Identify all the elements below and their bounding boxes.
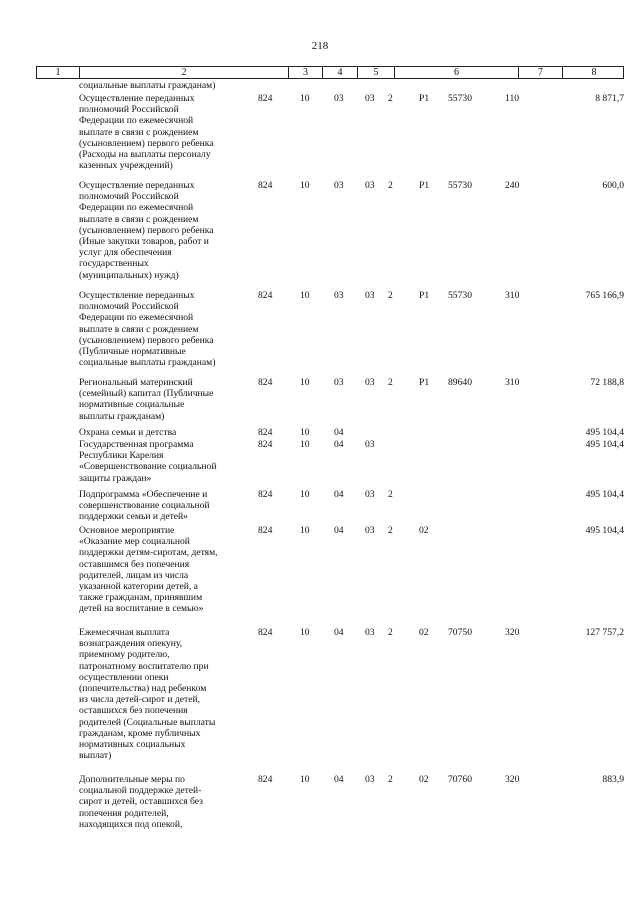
header-col-5: 5	[358, 67, 395, 78]
table-left-border	[36, 66, 37, 79]
col-3-value: 824	[258, 427, 273, 438]
col-4-value: 10	[300, 489, 310, 500]
col-7-value: 310	[505, 377, 520, 388]
col-5-value: 04	[334, 489, 344, 500]
col-3-value: 824	[258, 377, 273, 388]
col-6b-value: 2	[388, 774, 393, 785]
row-description: Дополнительные меры по социальной поддержке детей- сирот и детей, оставшихся без попечения родителей, находящихся под опекой,	[79, 774, 203, 830]
col-4-value: 10	[300, 525, 310, 536]
header-col-8: 8	[591, 67, 597, 78]
page-number: 218	[311, 40, 329, 52]
col-7-value: 320	[505, 774, 520, 785]
row-description: Ежемесячная выплата вознаграждения опекуну, приемному родителю, патронатному воспитателю при осуществлении опеки (попечительства) над ребенком из числа детей-сирот и детей, оставшихся без попечения родителей (Социальные выплаты гражданам, кроме публичных нормативных социальных выплат)	[79, 627, 216, 762]
row-description: Подпрограмма «Обеспечение и совершенствование социальной поддержки семьи и детей»	[79, 489, 210, 523]
col-3-value: 824	[258, 774, 273, 785]
col-7-value: 110	[505, 93, 520, 104]
amount-value: 495 104,4	[585, 439, 624, 450]
col-4-value: 10	[300, 180, 310, 191]
col-5-value: 03	[334, 290, 344, 301]
col-6d-value: 89640	[448, 377, 472, 388]
col-7-value: 240	[505, 180, 520, 191]
amount-value: 883,9	[602, 774, 624, 785]
col-7-value: 320	[505, 627, 520, 638]
col-3-value: 824	[258, 439, 273, 450]
row-description: Государственная программа Республики Карелия «Совершенствование социальной защиты граждан»	[79, 439, 217, 484]
col-6c-value: 02	[419, 525, 429, 536]
row-description: социальные выплаты гражданам)	[79, 80, 216, 91]
col-6a-value: 03	[365, 93, 375, 104]
col-6b-value: 2	[388, 627, 393, 638]
col-4-value: 10	[300, 427, 310, 438]
col-6b-value: 2	[388, 290, 393, 301]
col-6d-value: 70760	[448, 774, 472, 785]
col-6c-value: 02	[419, 627, 429, 638]
row-description: Региональный материнский (семейный) капитал (Публичные нормативные социальные выплаты гражданам)	[79, 377, 214, 422]
col-6c-value: Р1	[419, 180, 430, 191]
col-5-value: 04	[334, 774, 344, 785]
row-description: Осуществление переданных полномочий Российской Федерации по ежемесячной выплате в связи с рождением (усыновлением) первого ребенка (Расходы на выплаты персоналу казенных учреждений)	[79, 93, 214, 172]
col-4-value: 10	[300, 93, 310, 104]
amount-value: 72 188,8	[590, 377, 624, 388]
col-4-value: 10	[300, 377, 310, 388]
header-col-2: 2	[80, 67, 289, 78]
col-6d-value: 55730	[448, 180, 472, 191]
col-6c-value: Р1	[419, 290, 430, 301]
amount-value: 600,0	[602, 180, 624, 191]
amount-value: 495 104,4	[585, 427, 624, 438]
col-5-value: 04	[334, 627, 344, 638]
col-6a-value: 03	[365, 290, 375, 301]
col-6b-value: 2	[388, 525, 393, 536]
amount-value: 765 166,9	[585, 290, 624, 301]
col-6d-value: 55730	[448, 93, 472, 104]
col-4-value: 10	[300, 290, 310, 301]
col-3-value: 824	[258, 525, 273, 536]
col-5-value: 03	[334, 180, 344, 191]
col-6b-value: 2	[388, 377, 393, 388]
col-4-value: 10	[300, 774, 310, 785]
col-6c-value: Р1	[419, 93, 430, 104]
col-6a-value: 03	[365, 377, 375, 388]
col-3-value: 824	[258, 93, 273, 104]
header-col-4: 4	[323, 67, 358, 78]
col-5-value: 03	[334, 377, 344, 388]
col-6a-value: 03	[365, 439, 375, 450]
col-5-value: 04	[334, 525, 344, 536]
row-description: Осуществление переданных полномочий Российской Федерации по ежемесячной выплате в связи с рождением (усыновлением) первого ребенка (Публичные нормативные социальные выплаты гражданам)	[79, 290, 216, 369]
col-6b-value: 2	[388, 489, 393, 500]
col-3-value: 824	[258, 627, 273, 638]
col-4-value: 10	[300, 439, 310, 450]
amount-value: 127 757,2	[585, 627, 624, 638]
col-6a-value: 03	[365, 774, 375, 785]
row-description: Осуществление переданных полномочий Российской Федерации по ежемесячной выплате в связи с рождением (усыновлением) первого ребенка (Иные закупки товаров, работ и услуг для обеспечения государственных (муниципальных) нужд)	[79, 180, 214, 281]
col-3-value: 824	[258, 180, 273, 191]
col-6a-value: 03	[365, 180, 375, 191]
col-5-value: 04	[334, 439, 344, 450]
col-5-value: 04	[334, 427, 344, 438]
header-col-1: 1	[37, 67, 80, 78]
col-6b-value: 2	[388, 93, 393, 104]
row-description: Основное мероприятие «Оказание мер социальной поддержки детям-сиротам, детям, оставшимся без попечения родителей, лицам из числа указанной категории детей, а также гражданам, принявшим детей на воспитание в семью»	[79, 525, 218, 615]
col-6c-value: 02	[419, 774, 429, 785]
col-6c-value: Р1	[419, 377, 430, 388]
table-header	[36, 66, 624, 79]
col-3-value: 824	[258, 489, 273, 500]
col-5-value: 03	[334, 93, 344, 104]
col-6a-value: 03	[365, 627, 375, 638]
col-6a-value: 03	[365, 525, 375, 536]
amount-value: 495 104,4	[585, 489, 624, 500]
col-7-value: 310	[505, 290, 520, 301]
header-col-3: 3	[289, 67, 323, 78]
header-col-6: 6	[395, 67, 519, 78]
col-6b-value: 2	[388, 180, 393, 191]
header-col-7: 7	[519, 67, 563, 78]
col-6a-value: 03	[365, 489, 375, 500]
row-description: Охрана семьи и детства	[79, 427, 177, 438]
col-6d-value: 55730	[448, 290, 472, 301]
col-4-value: 10	[300, 627, 310, 638]
col-3-value: 824	[258, 290, 273, 301]
amount-value: 495 104,4	[585, 525, 624, 536]
amount-value: 8 871,7	[595, 93, 624, 104]
col-6d-value: 70750	[448, 627, 472, 638]
